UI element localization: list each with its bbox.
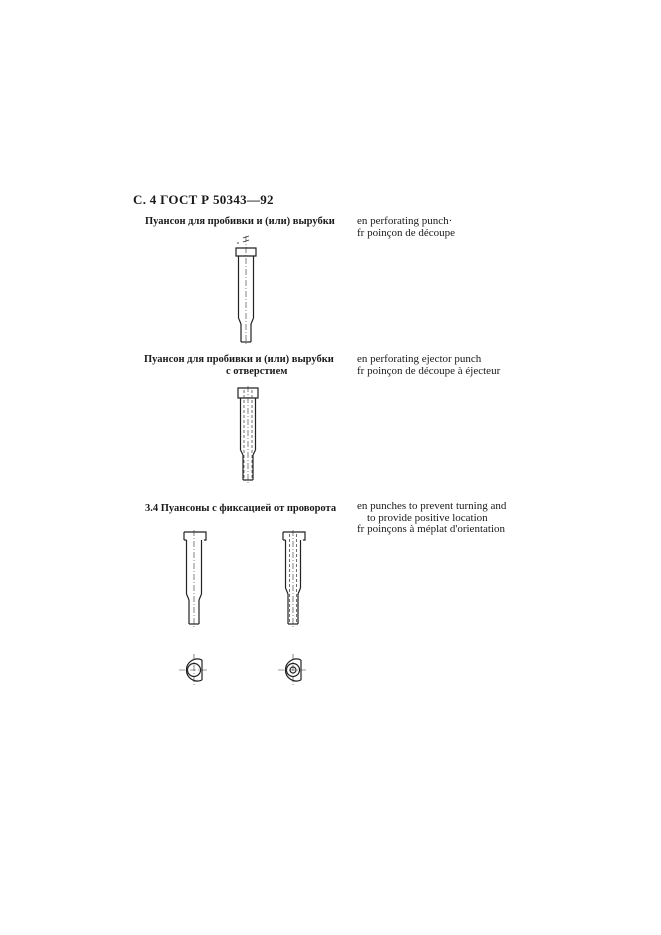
perforating-ejector-punch-drawing-icon [228,386,268,486]
term-en: en perforating punch· [357,215,453,227]
term-ru-perforating-punch: Пуансон для пробивки и (или) вырубки [145,216,335,227]
term-foreign-perforating-punch [357,216,455,239]
term-en: en punches to prevent turning and [357,500,507,512]
term-ru-perforating-ejector-punch [144,354,334,378]
term-foreign-perforating-ejector-punch [357,354,500,377]
anti-rotation-punch-side-view-icon [176,530,216,630]
page-header: С. 4 ГОСТ Р 50343—92 [133,192,274,207]
term-ru-line-2: с отверстием [226,366,288,377]
term-fr: fr poinçon de découpe [357,226,456,239]
term-fr: fr poinçons à méplat d'orientation [357,523,505,535]
anti-rotation-ejector-punch-side-view-icon [275,530,315,630]
anti-rotation-ejector-punch-end-view-icon [275,652,315,688]
anti-rotation-punch-end-view-icon [176,652,216,688]
term-en-continuation: to provide positive location [367,511,488,524]
term-en: en perforating ejector punch [357,353,482,365]
term-foreign-anti-rotation-punches [357,501,506,536]
term-fr: fr poinçon de découpe à éjecteur [357,364,501,377]
perforating-punch-drawing-icon [226,232,266,348]
term-ru-line-1: Пуансон для пробивки и (или) вырубки [144,354,334,365]
term-ru-anti-rotation-punches: 3.4 Пуансоны с фиксацией от проворота [145,503,337,514]
